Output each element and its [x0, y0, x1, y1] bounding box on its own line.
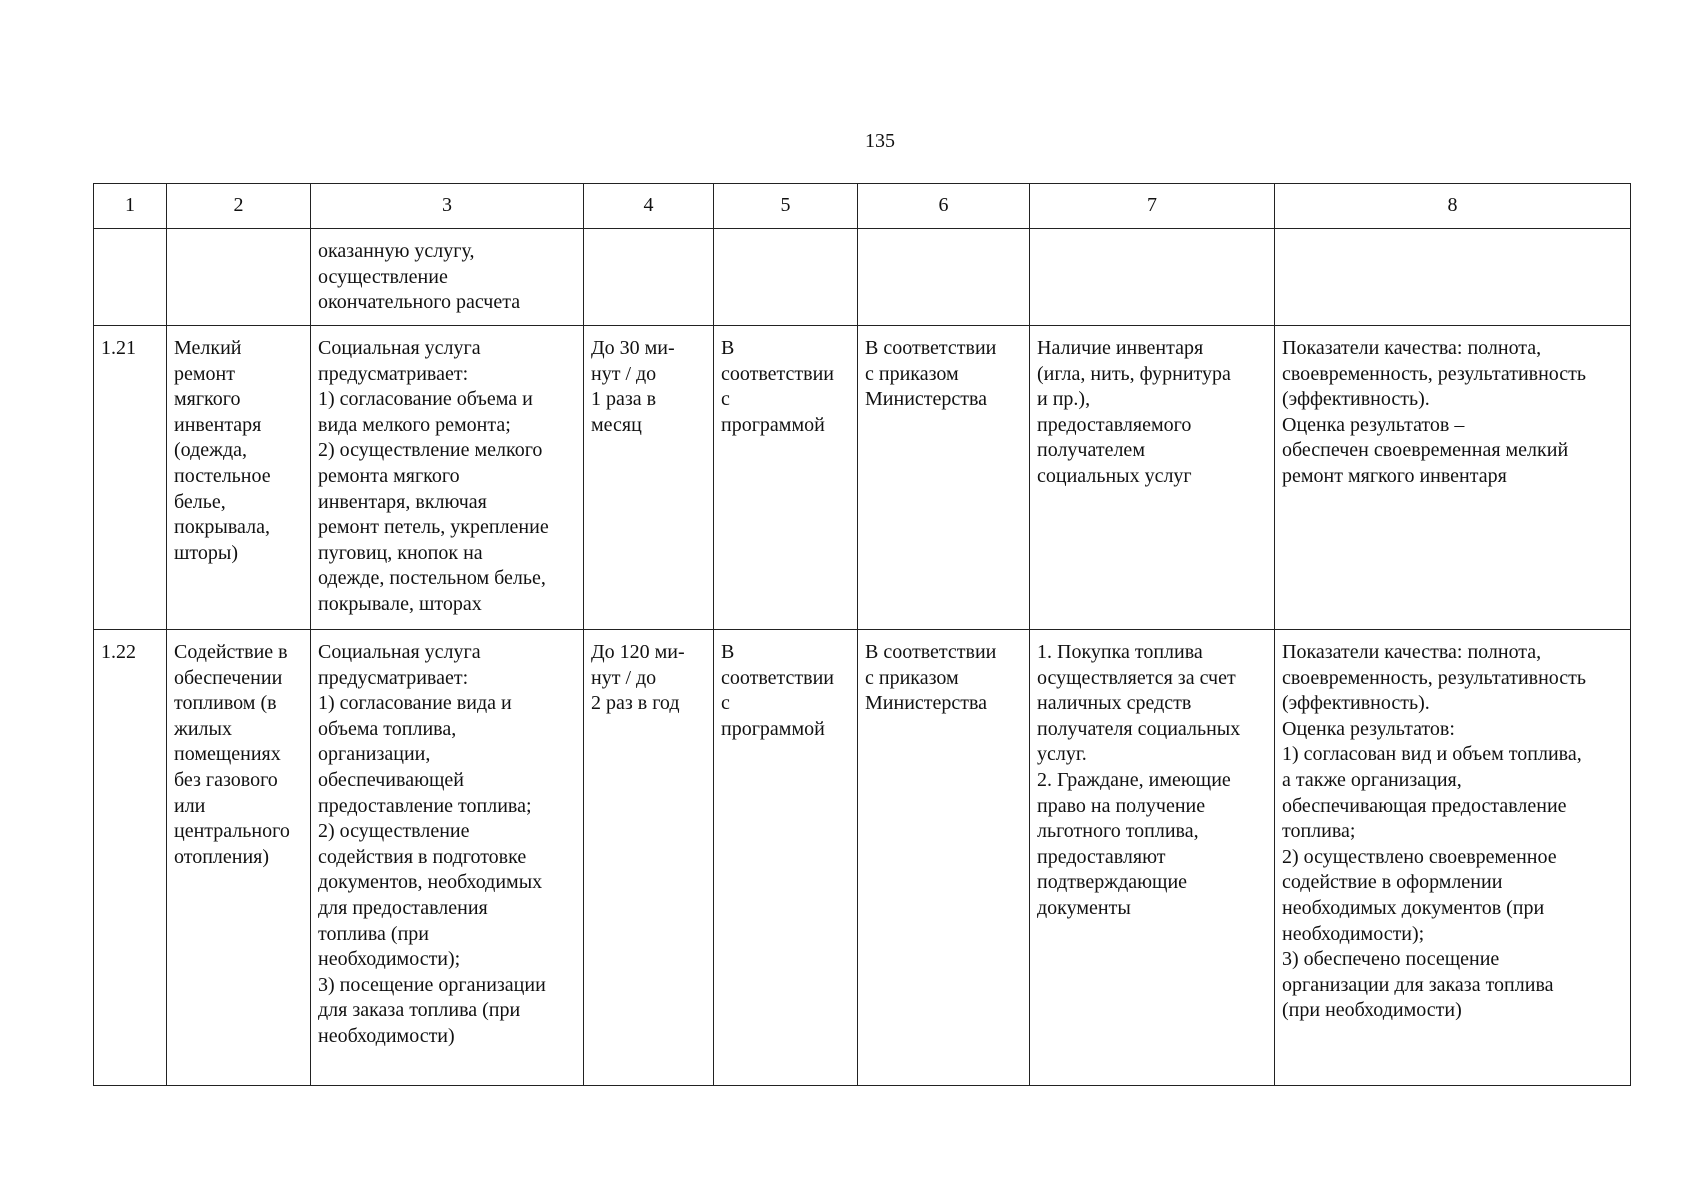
service-name — [167, 229, 311, 326]
service-periodicity: В соответствии с программой — [714, 630, 858, 1086]
column-header: 1 — [94, 184, 167, 229]
service-content: Социальная услуга предусматривает: 1) согласование вида и объема топлива, организации, обеспечивающей предоставление топлива; 2) осуществление содействия в подготовке документов, необходимых для предоставления топлива (при необходимости); 3) посещение организации для заказа топлива (при необходимости) — [311, 630, 584, 1086]
service-conditions: 1. Покупка топлива осуществляется за счет наличных средств получателя социальных услуг. 2. Граждане, имеющие право на получение льготного топлива, предоставляют подтверждающие документы — [1030, 630, 1275, 1086]
service-standard: В соответствии с приказом Министерства — [858, 630, 1030, 1086]
service-number — [94, 229, 167, 326]
service-name: Мелкий ремонт мягкого инвентаря (одежда, постельное белье, покрывала, шторы) — [167, 326, 311, 630]
table-row — [94, 630, 1631, 1086]
table-row — [94, 229, 1631, 326]
service-number: 1.21 — [94, 326, 167, 630]
column-header: 3 — [311, 184, 584, 229]
service-periodicity — [714, 229, 858, 326]
service-content: оказанную услугу, осуществление окончательного расчета — [311, 229, 584, 326]
table-header-row — [94, 184, 1631, 229]
service-time: До 30 ми- нут / до 1 раза в месяц — [584, 326, 714, 630]
column-header: 7 — [1030, 184, 1275, 229]
service-conditions: Наличие инвентаря (игла, нить, фурнитура и пр.), предоставляемого получателем социальных услуг — [1030, 326, 1275, 630]
service-periodicity: В соответствии с программой — [714, 326, 858, 630]
page-number: 135 — [865, 130, 895, 152]
service-time — [584, 229, 714, 326]
service-content: Социальная услуга предусматривает: 1) согласование объема и вида мелкого ремонта; 2) осуществление мелкого ремонта мягкого инвентаря, включая ремонт петель, укрепление пуговиц, кнопок на одежде, постельном белье, покрывале, шторах — [311, 326, 584, 630]
services-table — [93, 183, 1631, 1086]
column-header: 6 — [858, 184, 1030, 229]
column-header: 5 — [714, 184, 858, 229]
service-standard: В соответствии с приказом Министерства — [858, 326, 1030, 630]
service-conditions — [1030, 229, 1275, 326]
column-header: 2 — [167, 184, 311, 229]
service-standard — [858, 229, 1030, 326]
column-header: 4 — [584, 184, 714, 229]
service-number: 1.22 — [94, 630, 167, 1086]
service-quality: Показатели качества: полнота, своевременность, результативность (эффективность). Оценка результатов: 1) согласован вид и объем топлива, а также организация, обеспечивающая предоставление топлива; 2) осуществлено своевременное содействие в оформлении необходимых документов (при необходимости); 3) обеспечено посещение организации для заказа топлива (при необходимости) — [1275, 630, 1631, 1086]
column-header: 8 — [1275, 184, 1631, 229]
service-name: Содействие в обеспечении топливом (в жилых помещениях без газового или центрального отопления) — [167, 630, 311, 1086]
table-row — [94, 326, 1631, 630]
service-time: До 120 ми- нут / до 2 раз в год — [584, 630, 714, 1086]
service-quality: Показатели качества: полнота, своевременность, результативность (эффективность). Оценка результатов – обеспечен своевременная мелкий ремонт мягкого инвентаря — [1275, 326, 1631, 630]
service-quality — [1275, 229, 1631, 326]
